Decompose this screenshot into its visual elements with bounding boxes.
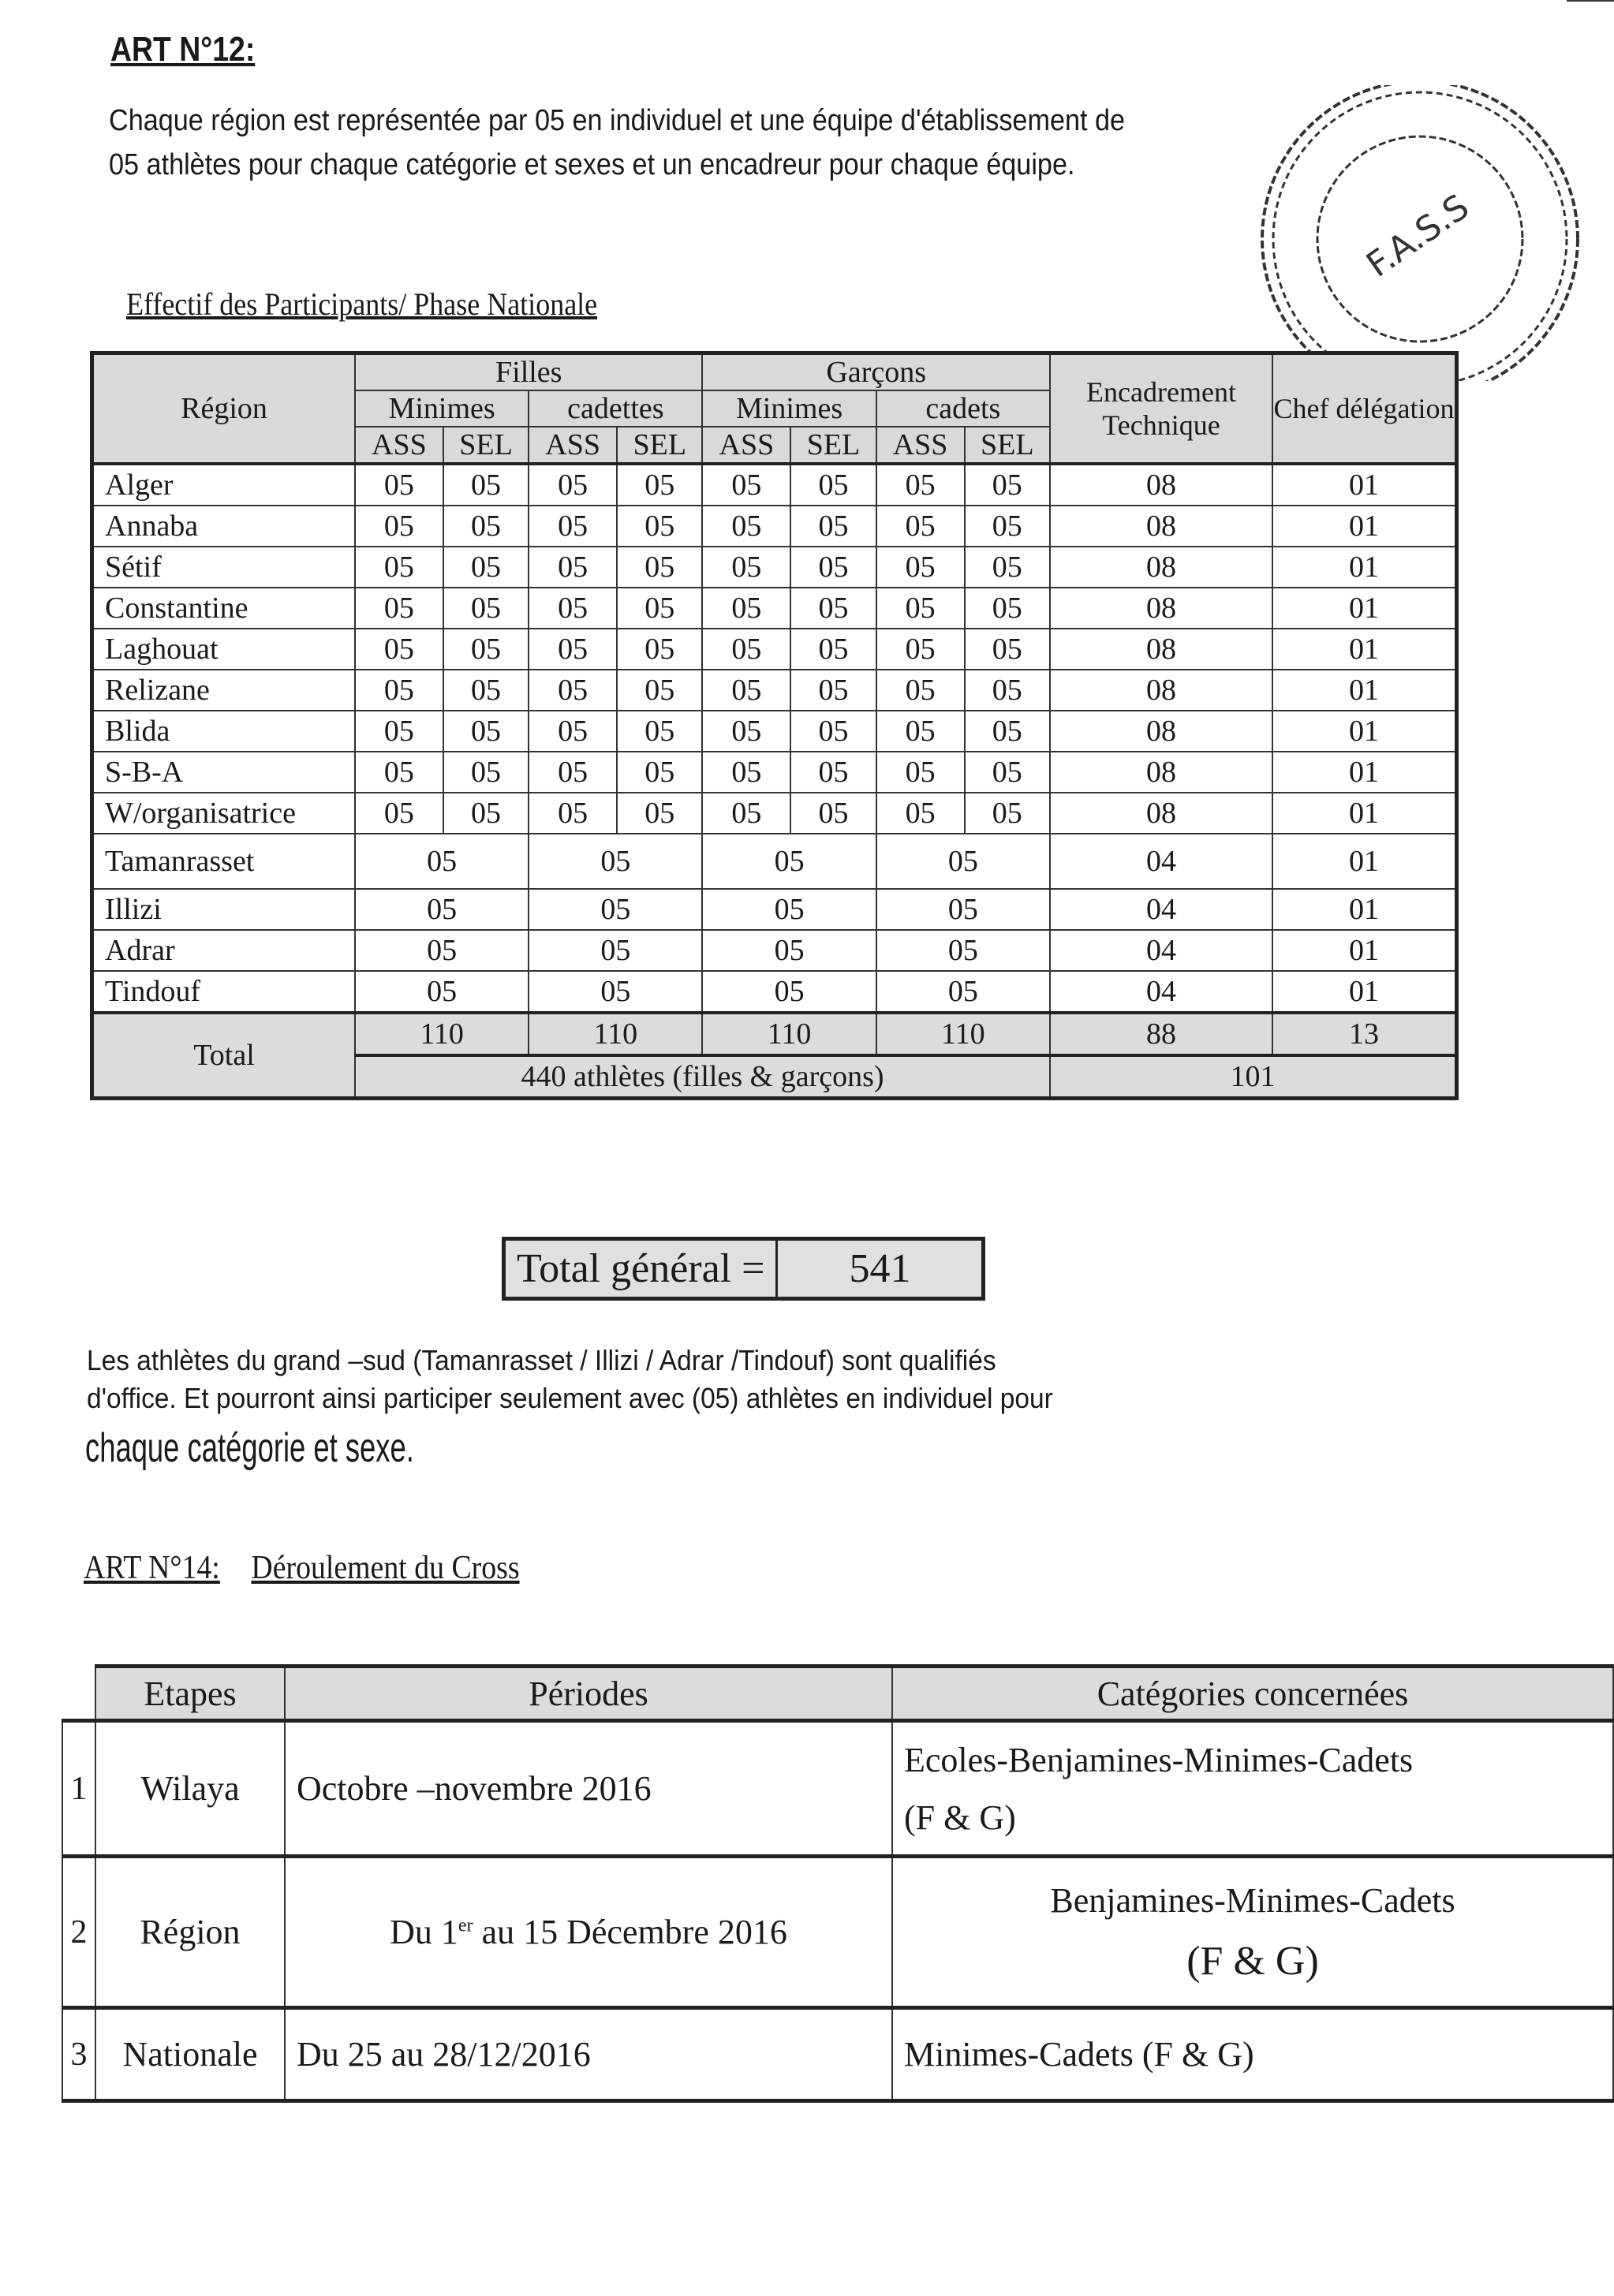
header-etapes: Etapes [95, 1667, 285, 1721]
header-periodes: Périodes [285, 1667, 892, 1721]
article-12-title: ART N°12: [110, 30, 256, 69]
grand-total-box [502, 1237, 985, 1301]
cell-value: 05 [876, 588, 965, 629]
row-periode: Du 25 au 28/12/2016 [285, 2008, 892, 2101]
cell-value: 05 [529, 752, 617, 793]
cell-value: 05 [529, 793, 617, 834]
header-categories: Catégories concernées [892, 1667, 1613, 1721]
cell-value: 05 [876, 506, 965, 547]
encadrement-value: 04 [1050, 971, 1272, 1013]
cell-value: 05 [355, 834, 529, 889]
cell-value: 05 [790, 711, 876, 752]
cell-value: 05 [876, 930, 1050, 971]
stamp-text: F.A.S.S [1359, 186, 1477, 286]
cell-value: 05 [876, 464, 965, 506]
cell-value: 05 [876, 629, 965, 670]
total-encadrement: 88 [1050, 1013, 1272, 1055]
article-14-subtitle: Déroulement du Cross [251, 1550, 520, 1586]
cell-value: 05 [529, 588, 617, 629]
cell-value: 05 [876, 889, 1050, 930]
total-staff: 101 [1050, 1055, 1457, 1099]
cell-value: 05 [355, 670, 443, 711]
row-categories: Minimes-Cadets (F & G) [892, 2008, 1613, 2101]
page-edge-mark [1567, 0, 1614, 2]
row-etape: Nationale [95, 2008, 285, 2101]
row-number: 2 [62, 1857, 95, 2008]
table-row [92, 629, 1457, 670]
total-value: 110 [529, 1013, 702, 1055]
total-row [92, 1013, 1457, 1055]
header-filles: Filles [355, 353, 702, 391]
categories-suffix: (F & G) [904, 1798, 1016, 1837]
table-row [62, 2008, 1613, 2101]
note-line-3: chaque catégorie et sexe. [85, 1425, 414, 1471]
cell-value: 05 [790, 588, 876, 629]
cell-value: 05 [617, 711, 702, 752]
encadrement-value: 08 [1050, 588, 1272, 629]
cell-value: 05 [702, 547, 790, 588]
table-row [92, 506, 1457, 547]
table-row [92, 834, 1457, 889]
article-14-heading [84, 1549, 520, 1587]
cell-value: 05 [529, 834, 702, 889]
cell-value: 05 [443, 506, 529, 547]
categories-suffix: (F & G) [1186, 1938, 1319, 1984]
article-12-line-1: Chaque région est représentée par 05 en individuel et une équipe d'établissement de [109, 104, 1126, 137]
table-row [62, 1857, 1613, 2008]
cell-value: 05 [617, 464, 702, 506]
note-line-1: Les athlètes du grand –sud (Tamanrasset / Illizi / Adrar /Tindouf) sont qualifiés [87, 1344, 996, 1376]
table-row [92, 547, 1457, 588]
cell-value: 05 [876, 670, 965, 711]
total-value: 110 [876, 1013, 1050, 1055]
periode-pre: Du 1 [390, 1913, 458, 1951]
chef-value: 01 [1272, 971, 1457, 1013]
region-name: Constantine [92, 588, 356, 629]
cell-value: 05 [876, 793, 965, 834]
cell-value: 05 [965, 629, 1051, 670]
table-row [92, 464, 1457, 506]
chef-value: 01 [1272, 464, 1457, 506]
total-value: 110 [702, 1013, 876, 1055]
cell-value: 05 [617, 506, 702, 547]
article-12-line-2: 05 athlètes pour chaque catégorie et sexes et un encadreur pour chaque équipe. [109, 148, 1075, 181]
encadrement-value: 04 [1050, 889, 1272, 930]
header-sel: SEL [965, 427, 1051, 464]
header-region: Région [92, 353, 356, 465]
row-categories [892, 1857, 1613, 2008]
header-encadrement: Encadrement Technique [1050, 353, 1272, 465]
cell-value: 05 [876, 834, 1050, 889]
region-name: Alger [92, 464, 356, 506]
cell-value: 05 [702, 588, 790, 629]
cell-value: 05 [617, 752, 702, 793]
encadrement-value: 08 [1050, 752, 1272, 793]
cell-value: 05 [443, 711, 529, 752]
region-name: Sétif [92, 547, 356, 588]
cell-value: 05 [702, 670, 790, 711]
cell-value: 05 [529, 670, 617, 711]
cell-value: 05 [529, 464, 617, 506]
total-value: 110 [355, 1013, 529, 1055]
cell-value: 05 [702, 629, 790, 670]
categories-text: Ecoles-Benjamines-Minimes-Cadets [904, 1740, 1414, 1779]
cell-value: 05 [443, 793, 529, 834]
region-name: Tamanrasset [92, 834, 356, 889]
cell-value: 05 [617, 670, 702, 711]
cell-value: 05 [617, 793, 702, 834]
cell-value: 05 [443, 588, 529, 629]
header-ass: ASS [702, 427, 790, 464]
chef-value: 01 [1272, 711, 1457, 752]
fass-stamp-icon [1239, 85, 1586, 381]
cell-value: 05 [355, 930, 529, 971]
cell-value: 05 [702, 930, 876, 971]
deroulement-table [62, 1664, 1614, 2103]
cell-value: 05 [529, 711, 617, 752]
chef-value: 01 [1272, 547, 1457, 588]
table-row [92, 971, 1457, 1013]
row-etape: Wilaya [95, 1721, 285, 1857]
total-label: Total [92, 1013, 356, 1099]
chef-value: 01 [1272, 930, 1457, 971]
header-chef-delegation: Chef délégation [1272, 353, 1457, 465]
cell-value: 05 [355, 793, 443, 834]
encadrement-value: 08 [1050, 793, 1272, 834]
header-sel: SEL [443, 427, 529, 464]
grand-total-value: 541 [775, 1241, 981, 1297]
region-name: Illizi [92, 889, 356, 930]
cell-value: 05 [790, 506, 876, 547]
cell-value: 05 [702, 752, 790, 793]
encadrement-value: 08 [1050, 547, 1272, 588]
cell-value: 05 [617, 588, 702, 629]
table-row [92, 711, 1457, 752]
header-ass: ASS [355, 427, 443, 464]
cell-value: 05 [529, 629, 617, 670]
cell-value: 05 [529, 889, 702, 930]
encadrement-value: 04 [1050, 834, 1272, 889]
cell-value: 05 [702, 971, 876, 1013]
cell-value: 05 [443, 629, 529, 670]
cell-value: 05 [355, 629, 443, 670]
region-name: S-B-A [92, 752, 356, 793]
cell-value: 05 [965, 670, 1051, 711]
participants-table [90, 351, 1459, 1100]
cell-value: 05 [617, 547, 702, 588]
region-name: Laghouat [92, 629, 356, 670]
effectif-title: Effectif des Participants/ Phase Nationale [126, 286, 598, 322]
encadrement-value: 04 [1050, 930, 1272, 971]
row-etape: Région [95, 1857, 285, 2008]
chef-value: 01 [1272, 752, 1457, 793]
cell-value: 05 [443, 752, 529, 793]
cell-value: 05 [702, 506, 790, 547]
note-line-2: d'office. Et pourront ainsi participer seulement avec (05) athlètes en individuel pour [87, 1382, 1053, 1414]
cell-value: 05 [529, 930, 702, 971]
article-14-title: ART N°14: [84, 1550, 220, 1586]
row-periode [285, 1857, 892, 2008]
cell-value: 05 [876, 711, 965, 752]
cell-value: 05 [355, 588, 443, 629]
header-sel: SEL [790, 427, 876, 464]
cell-value: 05 [617, 629, 702, 670]
encadrement-value: 08 [1050, 670, 1272, 711]
row-number: 1 [62, 1721, 95, 1857]
cell-value: 05 [702, 834, 876, 889]
cell-value: 05 [790, 670, 876, 711]
header-cadettes: cadettes [529, 390, 702, 427]
cell-value: 05 [355, 752, 443, 793]
cell-value: 05 [702, 889, 876, 930]
header-minimes-filles: Minimes [355, 390, 529, 427]
cell-value: 05 [443, 670, 529, 711]
total-chef: 13 [1272, 1013, 1457, 1055]
cell-value: 05 [790, 752, 876, 793]
cell-value: 05 [355, 464, 443, 506]
table-row [92, 588, 1457, 629]
chef-value: 01 [1272, 834, 1457, 889]
cell-value: 05 [355, 506, 443, 547]
cell-value: 05 [965, 506, 1051, 547]
cell-value: 05 [529, 506, 617, 547]
chef-value: 01 [1272, 629, 1457, 670]
table-row [92, 889, 1457, 930]
cell-value: 05 [790, 793, 876, 834]
row-categories [892, 1721, 1613, 1857]
cell-value: 05 [876, 547, 965, 588]
region-name: Annaba [92, 506, 356, 547]
region-name: Blida [92, 711, 356, 752]
cell-value: 05 [355, 547, 443, 588]
chef-value: 01 [1272, 670, 1457, 711]
cell-value: 05 [965, 752, 1051, 793]
header-sel: SEL [617, 427, 702, 464]
chef-value: 01 [1272, 588, 1457, 629]
table-row [92, 930, 1457, 971]
cell-value: 05 [965, 793, 1051, 834]
cell-value: 05 [790, 547, 876, 588]
region-name: W/organisatrice [92, 793, 356, 834]
header-minimes-garcons: Minimes [702, 390, 876, 427]
grand-total-label: Total général = [517, 1246, 765, 1291]
cell-value: 05 [443, 547, 529, 588]
encadrement-value: 08 [1050, 629, 1272, 670]
header-ass: ASS [876, 427, 965, 464]
encadrement-value: 08 [1050, 711, 1272, 752]
total-athletes: 440 athlètes (filles & garçons) [355, 1055, 1050, 1099]
cell-value: 05 [529, 547, 617, 588]
cell-value: 05 [702, 464, 790, 506]
cell-value: 05 [965, 711, 1051, 752]
region-name: Adrar [92, 930, 356, 971]
header-cadets: cadets [876, 390, 1050, 427]
table-row [92, 670, 1457, 711]
periode-sup: er [458, 1915, 473, 1936]
cell-value: 05 [702, 711, 790, 752]
cell-value: 05 [529, 971, 702, 1013]
encadrement-value: 08 [1050, 464, 1272, 506]
header-ass: ASS [529, 427, 617, 464]
cell-value: 05 [965, 588, 1051, 629]
region-name: Tindouf [92, 971, 356, 1013]
chef-value: 01 [1272, 793, 1457, 834]
cell-value: 05 [965, 547, 1051, 588]
cell-value: 05 [876, 752, 965, 793]
blank-corner [62, 1667, 95, 1721]
chef-value: 01 [1272, 506, 1457, 547]
periode-post: au 15 Décembre 2016 [473, 1913, 787, 1951]
categories-text: Benjamines-Minimes-Cadets [1050, 1880, 1455, 1920]
cell-value: 05 [355, 971, 529, 1013]
cell-value: 05 [876, 971, 1050, 1013]
cell-value: 05 [790, 464, 876, 506]
table-row [92, 793, 1457, 834]
table-row [92, 752, 1457, 793]
row-number: 3 [62, 2008, 95, 2101]
cell-value: 05 [355, 889, 529, 930]
header-garcons: Garçons [702, 353, 1050, 391]
cell-value: 05 [355, 711, 443, 752]
encadrement-value: 08 [1050, 506, 1272, 547]
table-row [62, 1721, 1613, 1857]
cell-value: 05 [443, 464, 529, 506]
cell-value: 05 [790, 629, 876, 670]
region-name: Relizane [92, 670, 356, 711]
row-periode: Octobre –novembre 2016 [285, 1721, 892, 1857]
cell-value: 05 [965, 464, 1051, 506]
cell-value: 05 [702, 793, 790, 834]
chef-value: 01 [1272, 889, 1457, 930]
